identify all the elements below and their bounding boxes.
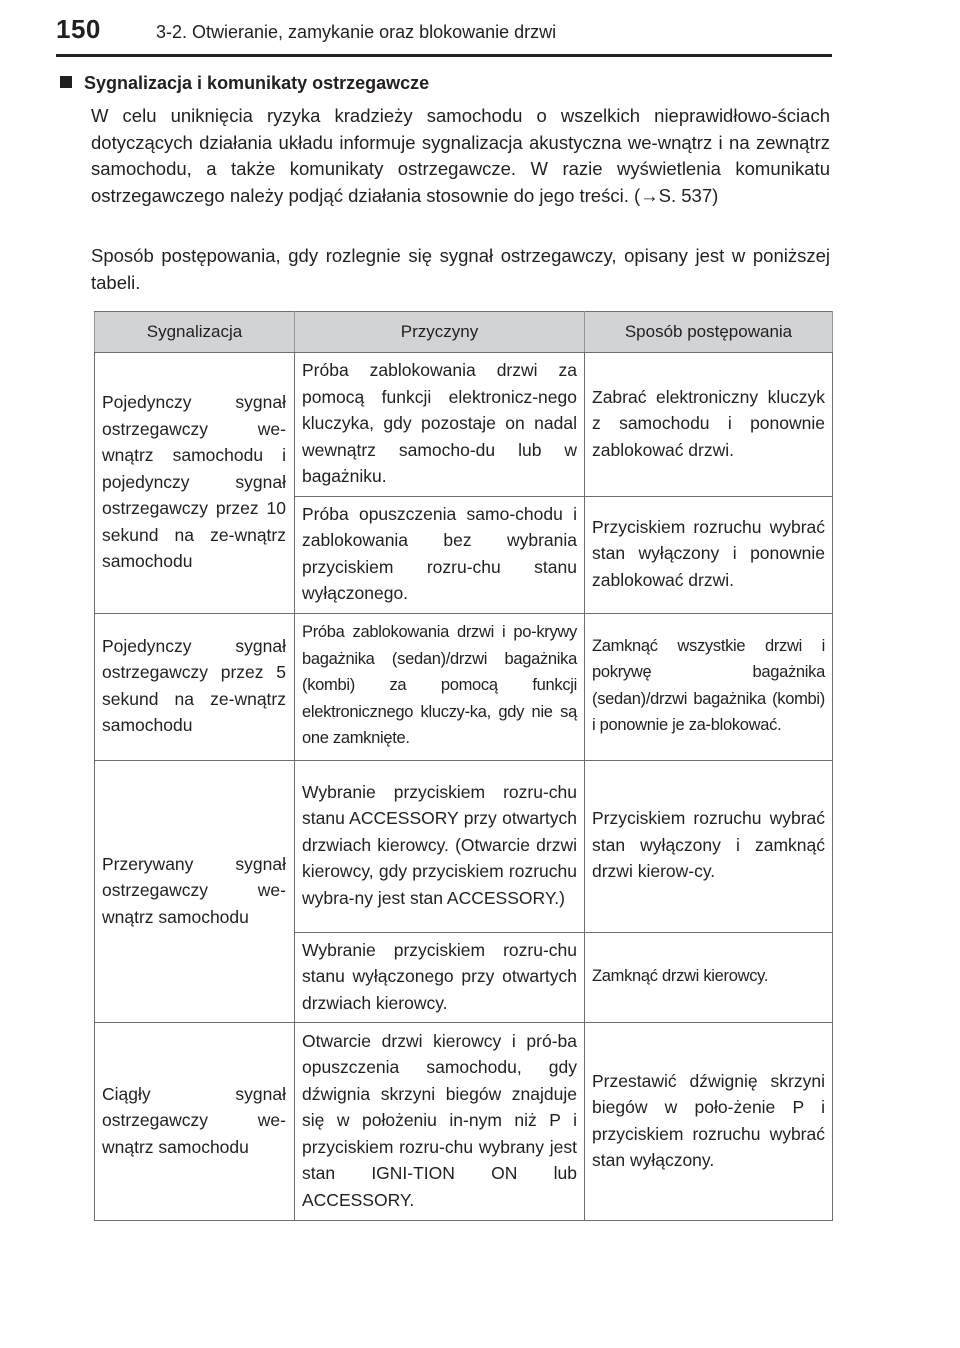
action-cell: Zamknąć wszystkie drzwi i pokrywę bagażnika (sedan)/drzwi bagażnika (kombi) i ponownie je za-blokować.	[585, 613, 833, 760]
action-cell: Przyciskiem rozruchu wybrać stan wyłączony i ponownie zablokować drzwi.	[585, 496, 833, 613]
cause-cell: Próba zablokowania drzwi za pomocą funkcji elektronicz-nego kluczyka, gdy pozostaje on nadal wewnątrz samocho-du lub w bagażniku.	[295, 353, 585, 497]
page-number: 150	[56, 14, 101, 44]
section-title	[60, 73, 429, 94]
signal-cell: Przerywany sygnał ostrzegawczy we-wnątrz samochodu	[95, 760, 295, 1023]
table-row	[95, 760, 833, 932]
signal-cell: Ciągły sygnał ostrzegawczy we-wnątrz samochodu	[95, 1023, 295, 1221]
action-cell: Przyciskiem rozruchu wybrać stan wyłączony i zamknąć drzwi kierow-cy.	[585, 760, 833, 932]
chapter-title: 3-2. Otwieranie, zamykanie oraz blokowanie drzwi	[156, 22, 557, 42]
signal-cell: Pojedynczy sygnał ostrzegawczy przez 5 sekund na ze-wnątrz samochodu	[95, 613, 295, 760]
cause-cell: Otwarcie drzwi kierowcy i pró-ba opuszczenia samochodu, gdy dźwignia skrzyni biegów znajduje się w położeniu in-nym niż P i przyciskiem rozru-chu wybrany jest stan IGNI-TION ON lub ACCESSORY.	[295, 1023, 585, 1221]
table-row	[95, 1023, 833, 1221]
table-row	[95, 613, 833, 760]
table-row	[95, 353, 833, 497]
cause-cell: Próba zablokowania drzwi i po-krywy bagażnika (sedan)/drzwi bagażnika (kombi) za pomocą funkcji elektronicznego kluczy-ka, gdy nie są one zamknięte.	[295, 613, 585, 760]
cause-cell: Wybranie przyciskiem rozru-chu stanu wyłączonego przy otwartych drzwiach kierowcy.	[295, 932, 585, 1023]
header-action: Sposób postępowania	[585, 312, 833, 353]
page-header	[0, 0, 960, 56]
section-title-text: Sygnalizacja i komunikaty ostrzegawcze	[84, 73, 430, 93]
intro-paragraph: W celu uniknięcia ryzyka kradzieży samochodu o wszelkich nieprawidłowo-ściach dotyczących działania układu informuje sygnalizacja akustyczna we-wnątrz i na zewnątrz samochodu, a także komunikaty ostrzegawcze. W razie wyświetlenia komunikatu ostrzegawczego należy podjąć działania stosownie do jego treści. (→S. 537)	[91, 105, 830, 206]
cause-cell: Wybranie przyciskiem rozru-chu stanu ACCESSORY przy otwartych drzwiach kierowcy. (Otwarcie drzwi kierowcy, gdy przyciskiem rozruchu wybra-ny jest stan ACCESSORY.)	[295, 760, 585, 932]
action-cell: Zabrać elektroniczny kluczyk z samochodu i ponownie zablokować drzwi.	[585, 353, 833, 497]
header-cause: Przyczyny	[295, 312, 585, 353]
header-rule	[56, 54, 832, 57]
signal-cell: Pojedynczy sygnał ostrzegawczy we-wnątrz samochodu i pojedynczy sygnał ostrzegawczy przez 10 sekund na ze-wnątrz samochodu	[95, 353, 295, 614]
action-cell: Przestawić dźwignię skrzyni biegów w poło-żenie P i przyciskiem rozruchu wybrać stan wyłączony.	[585, 1023, 833, 1221]
square-bullet-icon	[60, 76, 72, 88]
header-signal: Sygnalizacja	[95, 312, 295, 353]
action-cell: Zamknąć drzwi kierowcy.	[585, 932, 833, 1023]
table-intro-paragraph: Sposób postępowania, gdy rozlegnie się sygnał ostrzegawczy, opisany jest w poniższej tabeli.	[91, 245, 830, 293]
warning-table	[94, 311, 833, 1221]
table-header-row	[95, 312, 833, 353]
cause-cell: Próba opuszczenia samo-chodu i zablokowania bez wybrania przyciskiem rozru-chu stanu wyłączonego.	[295, 496, 585, 613]
